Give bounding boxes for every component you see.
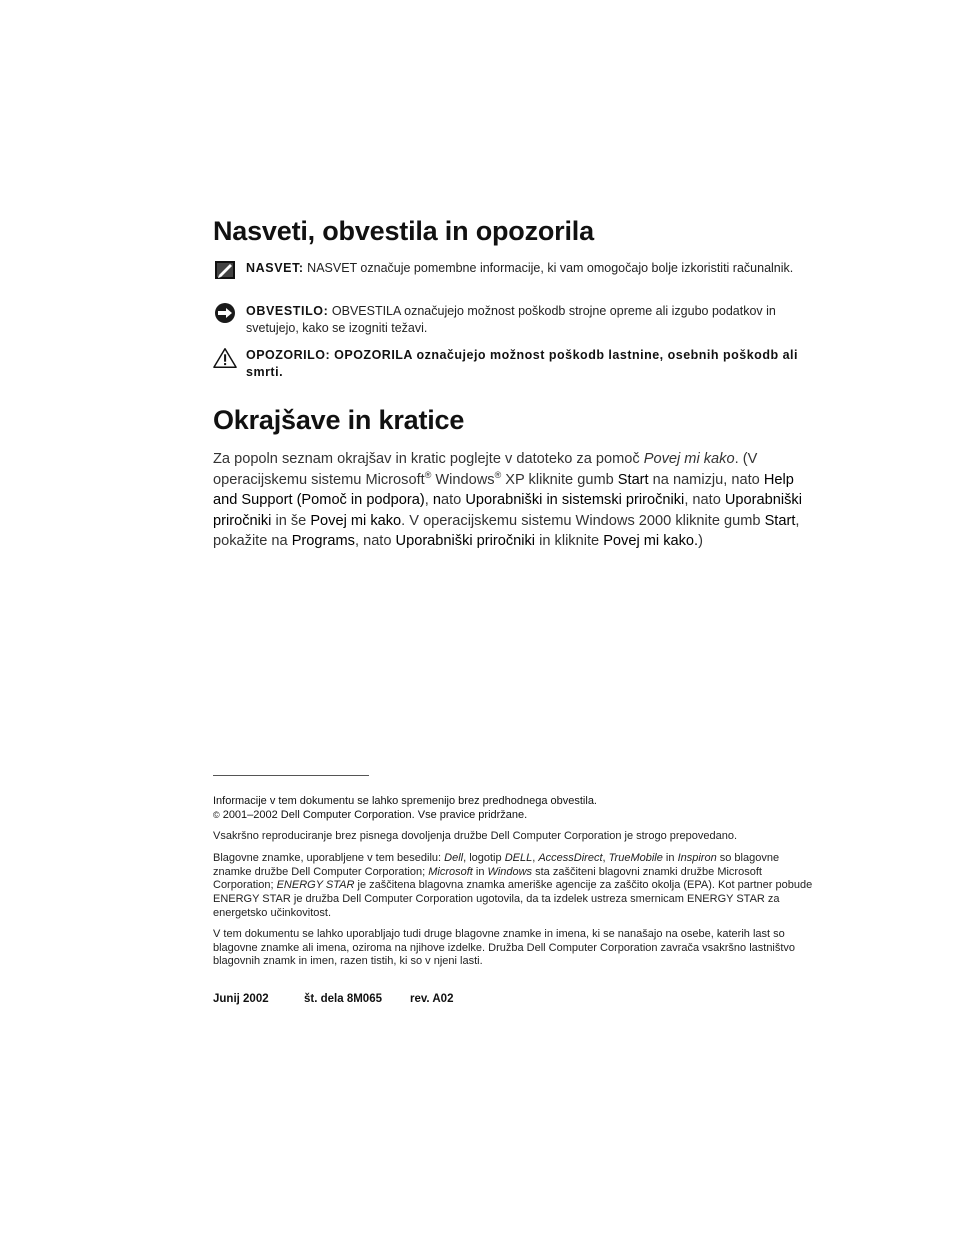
text-run: , nato (354, 533, 396, 550)
text-run: , nato (684, 492, 725, 509)
text-run: , (424, 492, 433, 509)
ui-howto: Povej mi kako (310, 512, 402, 529)
text-run: , (602, 852, 609, 864)
trademark: TrueMobile (608, 852, 663, 864)
info-line: Informacije v tem dokumentu se lahko spremenijo brez predhodnega obvestila. (213, 795, 597, 807)
text-run: n (432, 492, 441, 509)
footer-date: Junij 2002 (213, 993, 269, 1005)
text-run: Za popoln seznam okrajšav in kratic poglejte v datoteko za pomoč (213, 451, 644, 467)
text-run: ato (440, 492, 466, 509)
ui-guides: Uporabniški in sistemski priročniki (465, 492, 685, 509)
footer-line (213, 993, 453, 1005)
copyright-text: 2001–2002 Dell Computer Corporation. Vse pravice pridržane. (219, 808, 528, 821)
ui-start: Start (617, 471, 649, 488)
footer-revision: rev. A02 (410, 993, 454, 1005)
text-run: sta zaščiteni blagovni znamki družbe Microsoft Corporation; (213, 865, 762, 892)
text-run: in (662, 852, 678, 864)
footer-part-number: št. dela 8M065 (304, 993, 382, 1005)
text-run: in še (271, 512, 311, 529)
trademark: Inspiron (677, 852, 717, 864)
ui-start: Start (764, 512, 796, 529)
notice-icon (213, 303, 237, 325)
text-run: so blagovne znamke družbe Dell Computer Corporation; (213, 852, 780, 878)
caution-text: OPOZORILA označujejo možnost poškodb lastnine, osebnih poškodb ali smrti. (246, 348, 798, 379)
text-run: ) (698, 533, 703, 550)
copyright-line (213, 809, 813, 823)
reproduction-notice: Vsakršno reproduciranje brez pisnega dovoljenja družbe Dell Computer Corporation je strogo prepovedano. (213, 830, 738, 842)
footnote-divider (213, 775, 369, 776)
text-run: in (472, 865, 488, 878)
registered-mark: ® (424, 469, 432, 480)
text-run: , (532, 852, 539, 864)
trademarks-paragraph (213, 852, 813, 921)
text-run: , logotip (463, 852, 505, 864)
ui-user-guides: Uporabniški priročniki (395, 533, 536, 550)
notice-text: OBVESTILA označujejo možnost poškodb strojne opreme ali izgubo podatkov in svetujejo, kako se izogniti težavi. (246, 304, 776, 335)
ui-user-guides: Uporabniški priročniki (213, 492, 802, 529)
heading-notes: Nasveti, obvestila in opozorila (213, 216, 594, 246)
trademark: ENERGY STAR (276, 879, 355, 892)
text-run: . V operacijskemu sistemu Windows 2000 kliknite gumb (401, 512, 765, 529)
caution-label: OPOZORILO: (246, 348, 331, 362)
trademark: Dell (444, 852, 464, 864)
trademark: Windows (487, 865, 533, 878)
text-run: je zaščitena blagovna znamka ameriške agencije za zaščito okolja (EPA). Kot partner pobude ENERGY STAR je družba Dell Computer Corporation ugotovila, da ta izdelek ustreza smernicam ENERGY STAR za energetsko učinkovitost. (213, 879, 813, 919)
note-block (213, 260, 813, 277)
ui-programs: Programs (291, 533, 355, 550)
copyright-symbol: © (213, 809, 220, 820)
text-run: , pokažite na (213, 512, 800, 550)
text-run: in kliknite (535, 533, 604, 550)
text-run: Windows (431, 471, 495, 488)
abbreviations-paragraph (213, 449, 813, 552)
help-file-name: Povej mi kako (643, 451, 735, 467)
note-text: NASVET označuje pomembne informacije, ki vam omogočajo bolje izkoristiti računalnik. (303, 261, 794, 275)
text-run: na namizju, nato (648, 471, 764, 488)
text-run: . (V operacijskemu sistemu Microsoft (213, 451, 758, 488)
other-trademarks: V tem dokumentu se lahko uporabljajo tudi druge blagovne znamke in imena, ki se nanašajo na osebe, katerih last so blagovne znamke ali imena, oziroma na njihove izdelke. Družba Dell Computer Corporation zavrača vsakršno lastništvo blagovnih znamk in imen, razen tistih, ki so v njeni lasti. (213, 928, 796, 968)
notice-label: OBVESTILO: (246, 304, 329, 318)
trademark: Microsoft (428, 865, 473, 878)
heading-abbreviations: Okrajšave in kratice (213, 405, 465, 435)
ui-howto: Povej mi kako. (603, 533, 699, 550)
trademark: DELL (504, 852, 533, 864)
trademark: AccessDirect (538, 852, 603, 864)
text-run: Blagovne znamke, uporabljene v tem besedilu: (213, 852, 445, 864)
caution-block (213, 347, 813, 381)
legal-info (213, 795, 813, 822)
note-label: NASVET: (246, 261, 304, 275)
text-run: XP kliknite gumb (501, 471, 618, 488)
ui-help-support: Help and Support (Pomoč in podpora) (213, 471, 794, 509)
warning-icon (213, 347, 237, 369)
note-icon (213, 260, 237, 282)
notice-block (213, 303, 813, 337)
registered-mark: ® (494, 469, 502, 480)
